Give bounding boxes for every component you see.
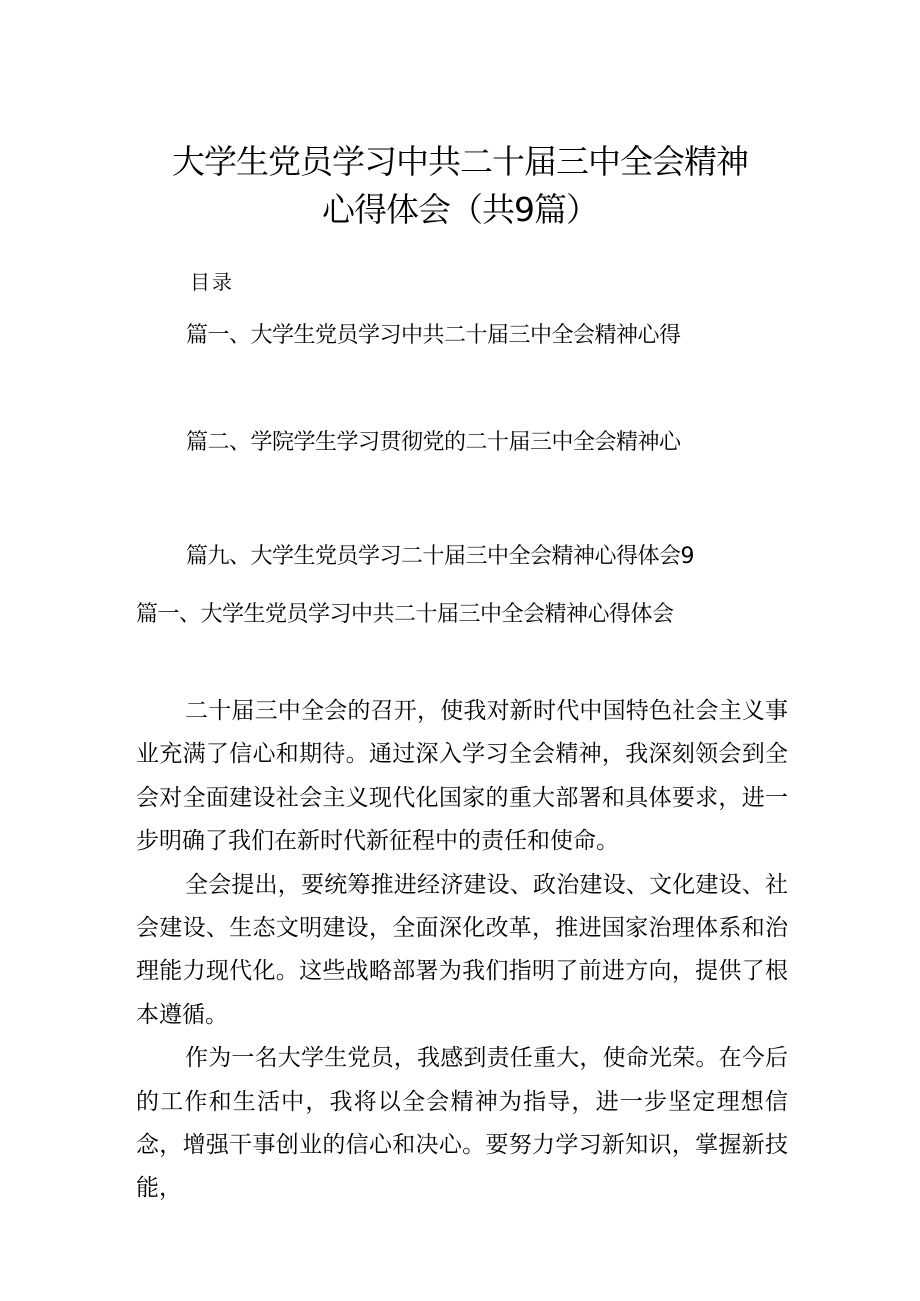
body-paragraph: 二十届三中全会的召开，使我对新时代中国特色社会主义事业充满了信心和期待。通过深入学习全会精神，我深刻领会到全会对全面建设社会主义现代化国家的重大部署和具体要求，进一步明确了我们在新时代新征程中的责任和使命。 (136, 698, 788, 855)
toc-label: 目录 (190, 270, 234, 294)
body-paragraph: 作为一名大学生党员，我感到责任重大，使命光荣。在今后的工作和生活中，我将以全会精神为指导，进一步坚定理想信念，增强干事创业的信心和决心。要努力学习新知识，掌握新技能， (136, 1045, 788, 1202)
document-title-line2: 心得体会（共9篇） (322, 190, 598, 229)
document-title-line1: 大学生党员学习中共二十届三中全会精神 (172, 142, 748, 181)
section-body (136, 690, 788, 1211)
body-paragraph: 全会提出，要统筹推进经济建设、政治建设、文化建设、社会建设、生态文明建设，全面深化改革，推进国家治理体系和治理能力现代化。这些战略部署为我们指明了前进方向，提供了根本遵循。 (136, 871, 788, 1028)
section-heading: 篇一、大学生党员学习中共二十届三中全会精神心得体会 (136, 602, 674, 627)
toc-item[interactable]: 篇九、大学生党员学习二十届三中全会精神心得体会9 (186, 544, 694, 569)
toc-item[interactable]: 篇二、学院学生学习贯彻党的二十届三中全会精神心 (186, 430, 681, 455)
toc-item[interactable]: 篇一、大学生党员学习中共二十届三中全会精神心得 (186, 323, 681, 348)
